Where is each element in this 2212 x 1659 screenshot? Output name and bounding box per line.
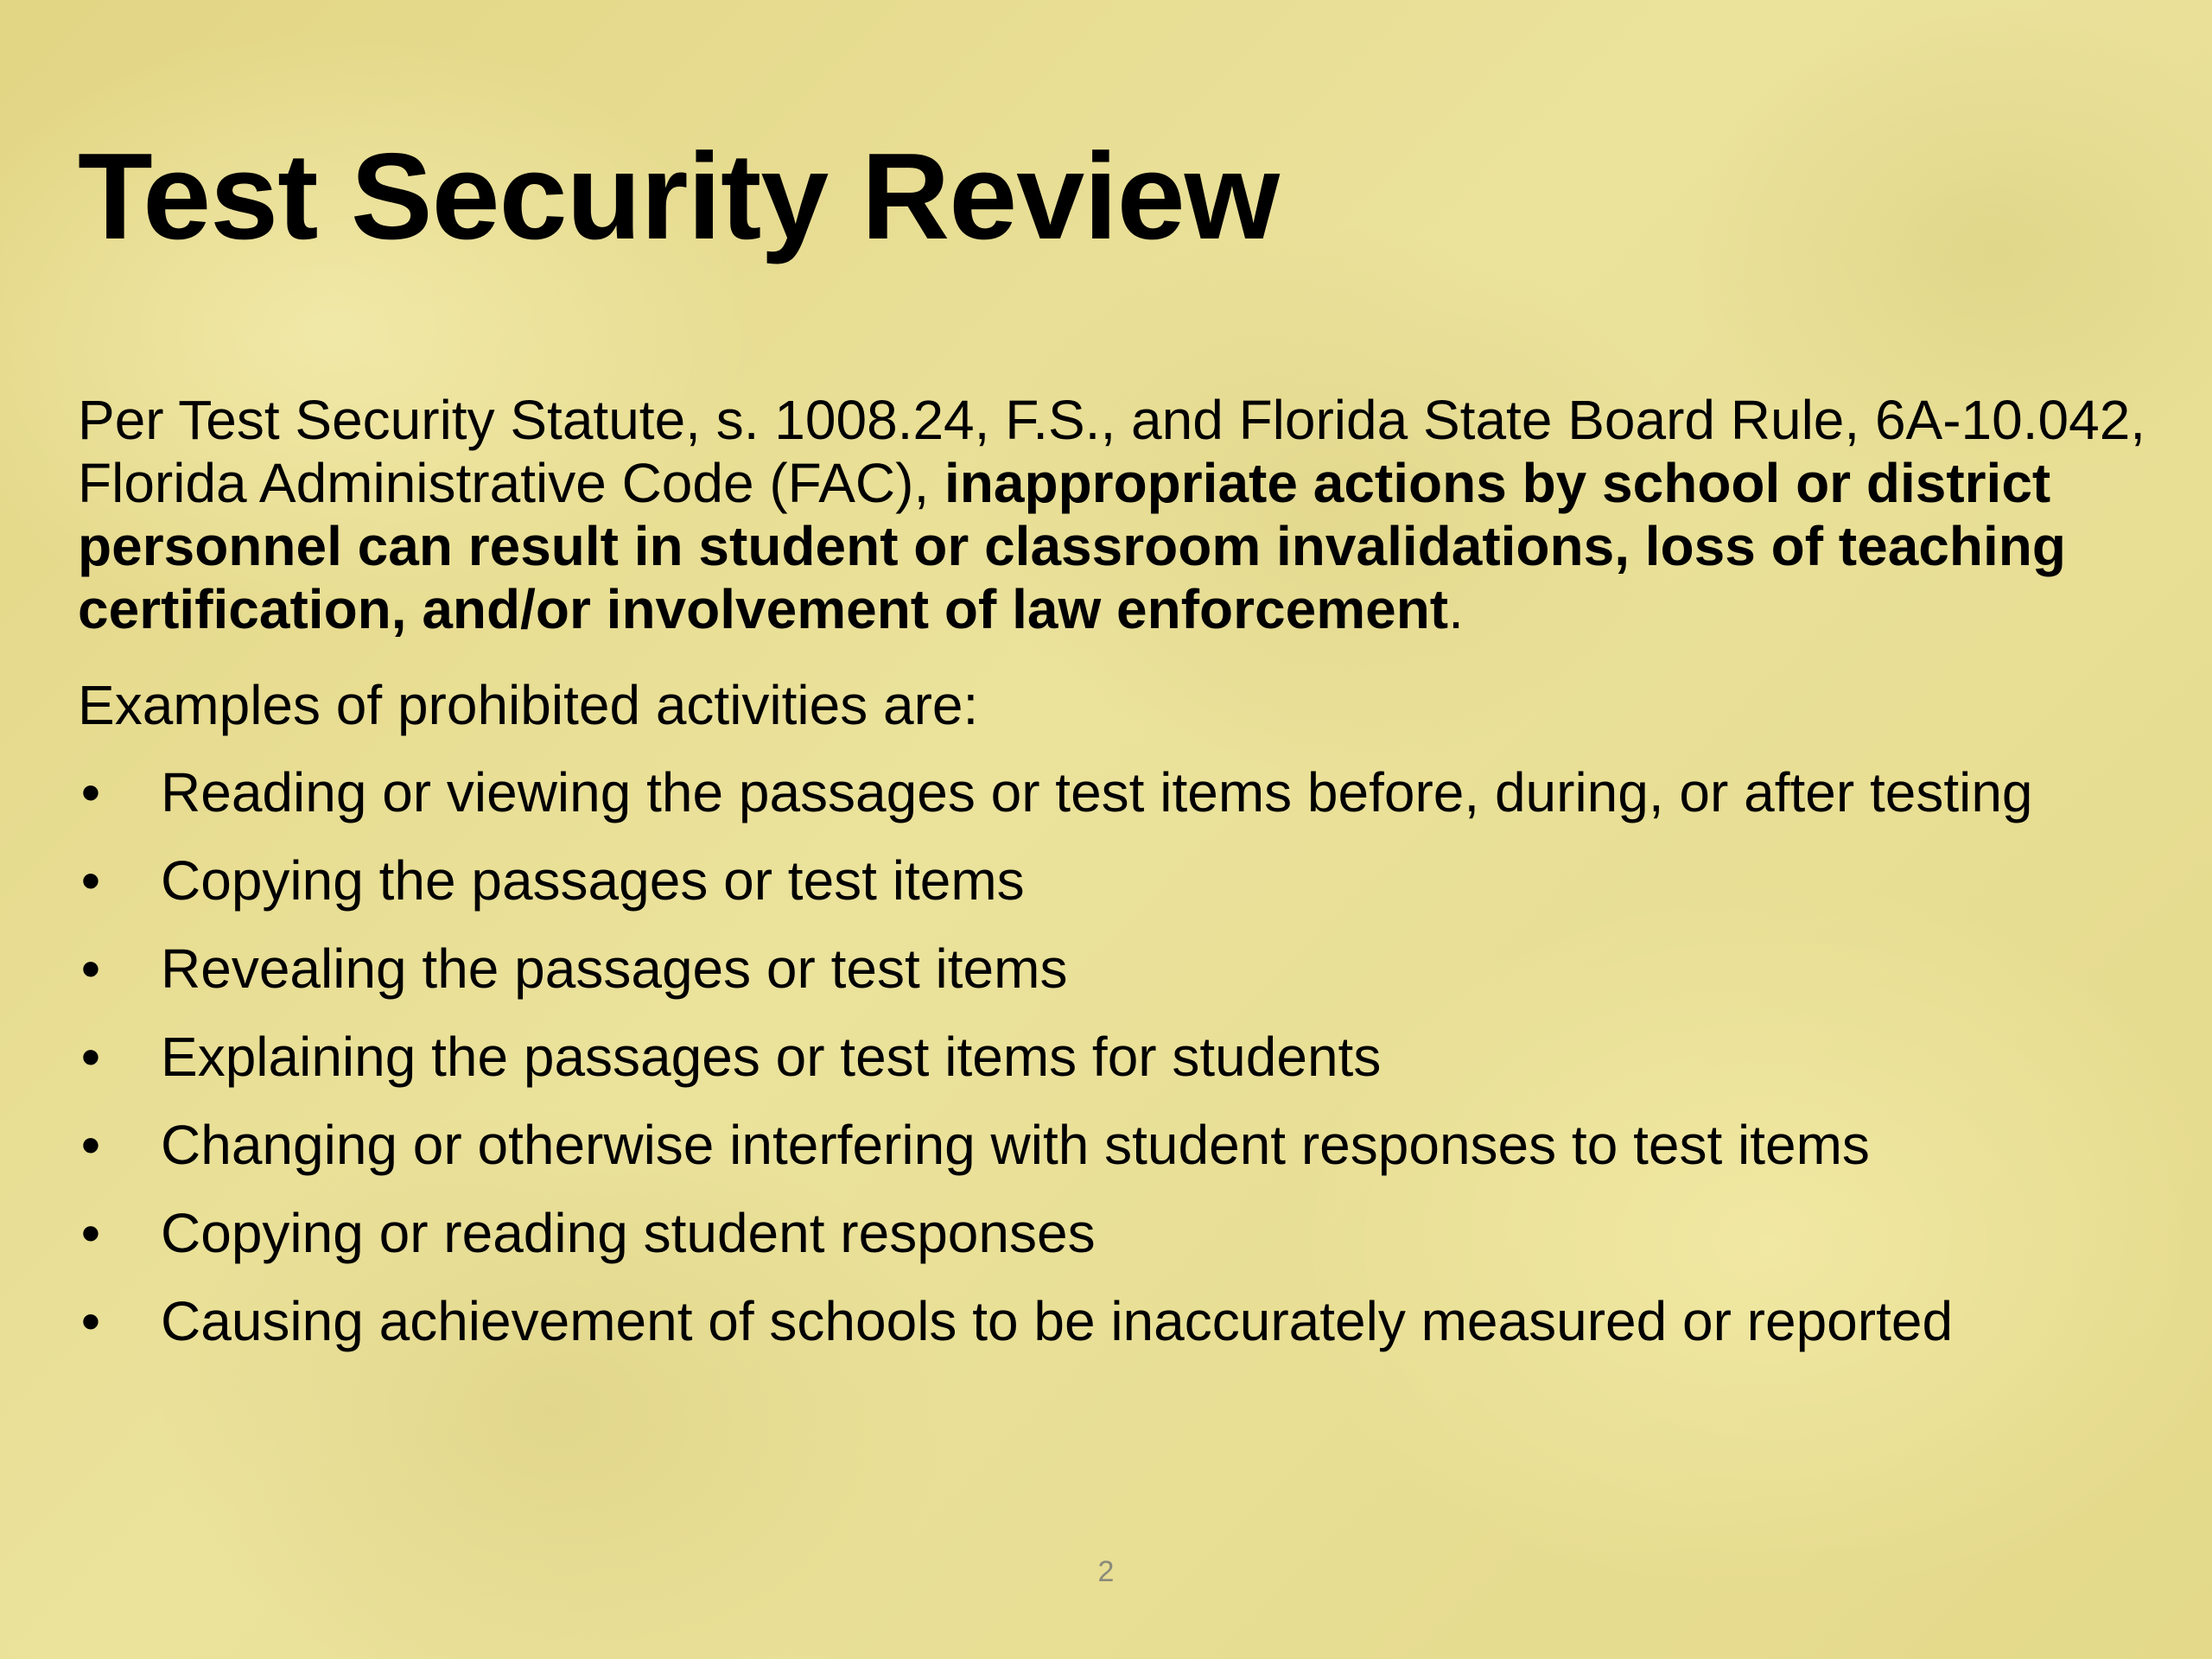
list-item xyxy=(78,849,2152,912)
bullet-icon: • xyxy=(80,1202,101,1264)
slide-body xyxy=(78,389,2152,1378)
bullet-icon: • xyxy=(80,1290,101,1352)
slide-title: Test Security Review xyxy=(78,128,1280,265)
bullet-icon: • xyxy=(80,761,101,823)
list-item xyxy=(78,761,2152,824)
list-item-text: Revealing the passages or test items xyxy=(161,938,1068,1000)
intro-plain-text: Per Test Security Statute, s. 1008.24, F.S., and Florida State Board Rule, 6A-10.042, Florida Administrative Code (FAC), xyxy=(78,389,2146,514)
page-number: 2 xyxy=(1097,1555,1115,1588)
list-item xyxy=(78,1026,2152,1089)
bullet-icon: • xyxy=(80,1026,101,1088)
list-item xyxy=(78,938,2152,1001)
list-item-text: Changing or otherwise interfering with student responses to test items xyxy=(161,1114,1870,1176)
list-item-text: Copying or reading student responses xyxy=(161,1202,1096,1264)
bullet-icon: • xyxy=(80,849,101,912)
list-item-text: Reading or viewing the passages or test items before, during, or after testing xyxy=(161,761,2033,823)
list-item xyxy=(78,1114,2152,1177)
list-item-text: Explaining the passages or test items for students xyxy=(161,1026,1382,1088)
examples-lead: Examples of prohibited activities are: xyxy=(78,674,979,736)
intro-paragraph xyxy=(78,389,2152,641)
bullet-icon: • xyxy=(80,938,101,1000)
list-item xyxy=(78,1290,2152,1353)
intro-bold-text: inappropriate actions by school or district personnel can result in student or classroom invalidations, loss of teaching certification, and/or involvement of law enforcement xyxy=(78,452,2066,640)
intro-end-text: . xyxy=(1448,578,1464,640)
prohibited-activities-list xyxy=(78,761,2152,1353)
list-item-text: Causing achievement of schools to be inaccurately measured or reported xyxy=(161,1290,1954,1352)
list-item-text: Copying the passages or test items xyxy=(161,849,1025,912)
bullet-icon: • xyxy=(80,1114,101,1176)
list-item xyxy=(78,1202,2152,1265)
